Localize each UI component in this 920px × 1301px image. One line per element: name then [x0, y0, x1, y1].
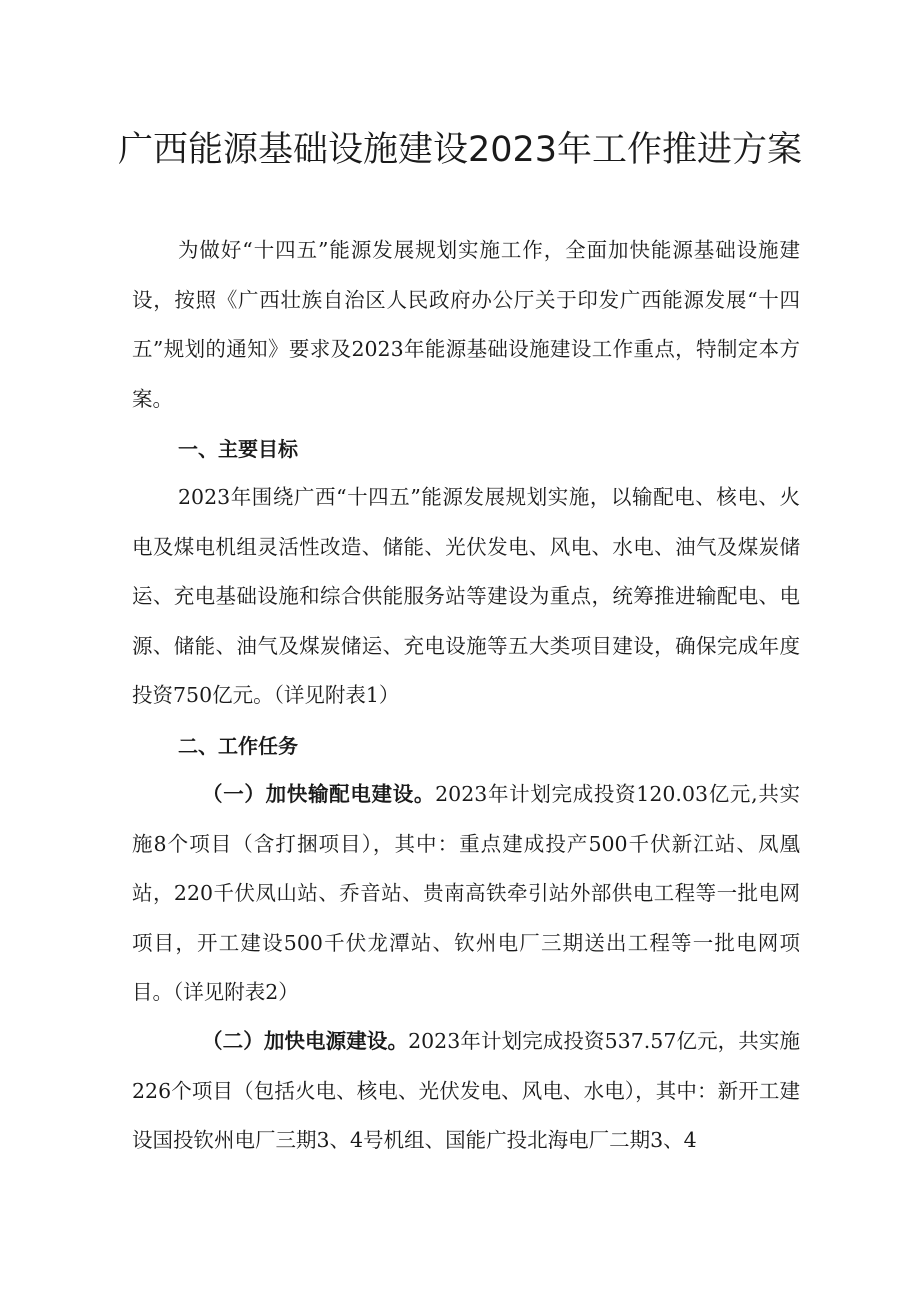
task-body-transmission: 2023年计划完成投资120.03亿元,共实施8个项目（含打捆项目），其中：重点建成投产500千伏新江站、凤凰站，220千伏凤山站、乔音站、贵南高铁牵引站外部供电工程等一批电网项目，开工建设500千伏龙潭站、钦州电厂三期送出工程等一批电网项目。（详见附表2）	[132, 782, 801, 1004]
goals-paragraph: 2023年围绕广西“十四五”能源发展规划实施，以输配电、核电、火电及煤电机组灵活性改造、储能、光伏发电、风电、水电、油气及煤炭储运、充电基础设施和综合供能服务站等建设为重点，统筹推进输配电、电源、储能、油气及煤炭储运、充电设施等五大类项目建设，确保完成年度投资750亿元。（详见附表1）	[132, 485, 800, 707]
intro-paragraph: 为做好“十四五”能源发展规划实施工作，全面加快能源基础设施建设，按照《广西壮族自治区人民政府办公厅关于印发广西能源发展“十四五”规划的通知》要求及2023年能源基础设施建设工作重点，特制定本方案。	[132, 238, 800, 411]
task-paragraph-transmission	[132, 770, 800, 1018]
section-heading-tasks: 二、工作任务	[178, 734, 298, 758]
task-body-power-source: 2023年计划完成投资537.57亿元，共实施226个项目（包括火电、核电、光伏发电、风电、水电），其中：新开工建设国投钦州电厂三期3、4号机组、国能广投北海电厂二期3、4	[132, 1029, 801, 1152]
task-lead-power-source: （二）加快电源建设。	[202, 1029, 409, 1053]
document-title: 广西能源基础设施建设2023年工作推进方案	[117, 130, 803, 170]
task-paragraph-power-source	[132, 1017, 800, 1166]
section-heading-goals: 一、主要目标	[178, 437, 298, 461]
task-lead-transmission: （一）加快输配电建设。	[202, 782, 436, 806]
